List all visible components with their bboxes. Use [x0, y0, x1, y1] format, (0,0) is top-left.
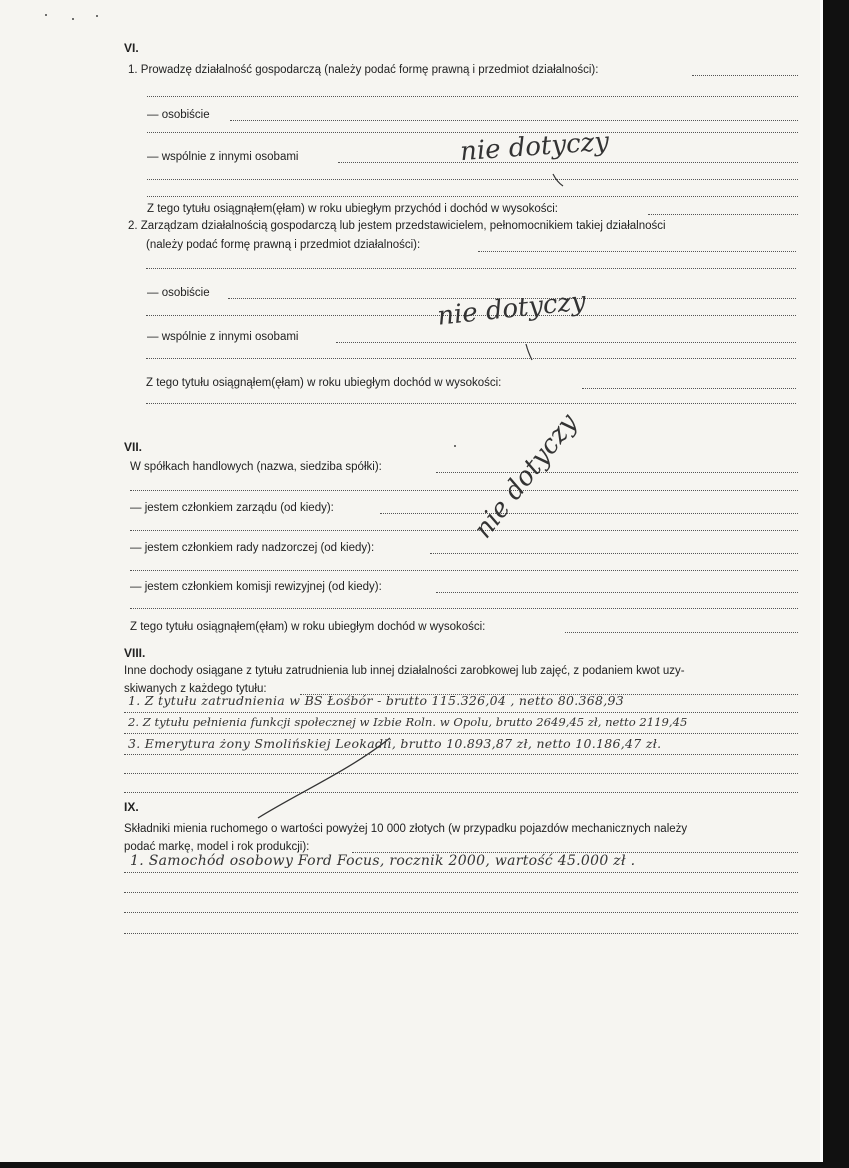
section-9-text-line-2: podać markę, model i rok produkcji):	[124, 841, 310, 853]
section-6-income-2: Z tego tytułu osiągnąłem(ęłam) w roku ubiegłym dochód w wysokości:	[146, 377, 502, 389]
section-9-heading: IX.	[124, 800, 139, 814]
pen-tail-stroke	[526, 344, 532, 360]
section-7-supervisory-label: — jestem członkiem rady nadzorczej (od kiedy):	[130, 542, 375, 554]
section-6-heading: VI.	[124, 41, 139, 55]
section-7-board-label: — jestem członkiem zarządu (od kiedy):	[130, 502, 334, 514]
section-7-audit-label: — jestem członkiem komisji rewizyjnej (od kiedy):	[130, 581, 382, 593]
section-6-jointly-label-2: — wspólnie z innymi osobami	[147, 331, 299, 343]
handwritten-not-applicable-1: nie dotyczy	[459, 126, 610, 168]
section-9-text-line-1: Składniki mienia ruchomego o wartości powyżej 10 000 złotych (w przypadku pojazdów mechanicznych należy	[124, 823, 688, 835]
income-entry-3: 3. Emerytura żony Smolińskiej Leokadii, brutto 10.893,87 zł, netto 10.186,47 zł.	[128, 736, 662, 751]
section-8-text-line-1: Inne dochody osiągane z tytułu zatrudnienia lub innej działalności zarobkowej lub zajęć, z podaniem kwot uzy-	[124, 665, 685, 677]
income-entry-2: 2. Z tytułu pełnienia funkcji społecznej w Izbie Roln. w Opolu, brutto 2649,45 zł, netto 2119,45	[128, 715, 688, 729]
pen-tail-stroke	[553, 174, 563, 186]
handwritten-not-applicable-3: nie dotyczy	[468, 408, 584, 545]
section-6-personal-label-2: — osobiście	[147, 287, 210, 299]
income-entry-1: 1. Z tytułu zatrudnienia w BS Łośbór - brutto 115.326,04 , netto 80.368,93	[128, 693, 625, 708]
section-6-item-1: 1. Prowadzę działalność gospodarczą (należy podać formę prawną i przedmiot działalności):	[128, 64, 599, 76]
section-8-heading: VIII.	[124, 646, 146, 660]
section-7-companies-label: W spółkach handlowych (nazwa, siedziba spółki):	[130, 461, 382, 473]
section-6-item-2-line-2: (należy podać formę prawną i przedmiot działalności):	[146, 239, 421, 251]
section-6-item-2-line-1: 2. Zarządzam działalnością gospodarczą lub jestem przedstawicielem, pełnomocnikiem takiej działalności	[128, 220, 666, 232]
section-6-income-1: Z tego tytułu osiągnąłem(ęłam) w roku ubiegłym przychód i dochód w wysokości:	[147, 203, 558, 215]
section-7-heading: VII.	[124, 440, 143, 454]
section-7-income: Z tego tytułu osiągnąłem(ęłam) w roku ubiegłym dochód w wysokości:	[130, 621, 486, 633]
pen-diagonal-stroke	[258, 738, 390, 818]
asset-entry-1: 1. Samochód osobowy Ford Focus, rocznik 2000, wartość 45.000 zł .	[130, 853, 636, 869]
section-8-text-line-2: skiwanych z każdego tytułu:	[124, 683, 267, 695]
handwritten-not-applicable-2: nie dotyczy	[435, 286, 588, 332]
section-6-personal-label: — osobiście	[147, 109, 210, 121]
section-6-jointly-label: — wspólnie z innymi osobami	[147, 151, 299, 163]
